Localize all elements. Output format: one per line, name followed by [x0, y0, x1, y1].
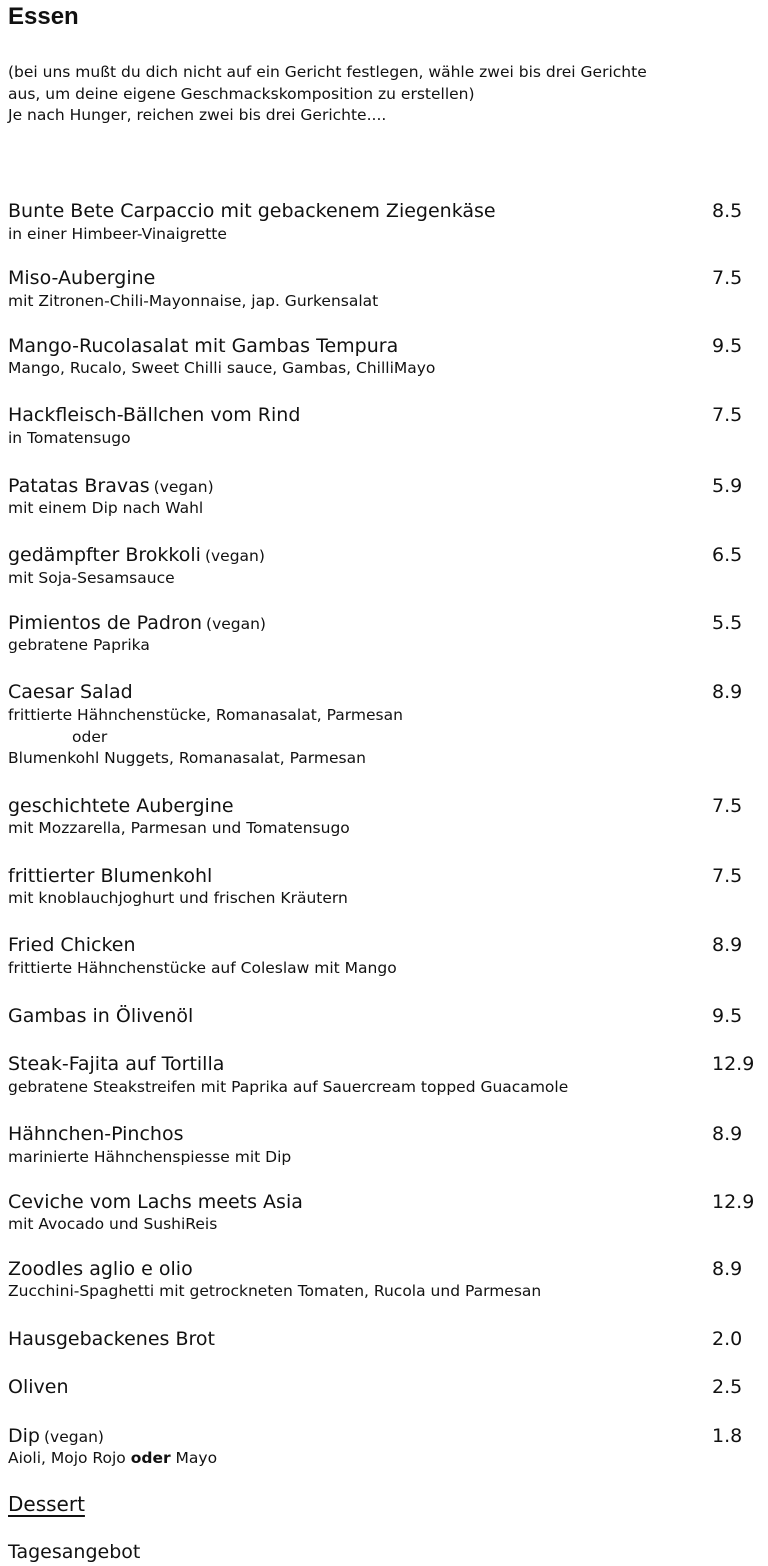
menu-item-price: 12.9 — [712, 1053, 755, 1075]
menu-item-name — [8, 1257, 193, 1281]
menu-item-description: in einer Himbeer-Vinaigrette — [8, 225, 227, 243]
vegan-note: (vegan) — [206, 615, 266, 633]
menu-item-price: 8.9 — [712, 934, 743, 956]
menu-item-description: frittierte Hähnchenstücke, Romanasalat, Parmesan — [8, 706, 403, 724]
menu-item-description: mit Soja-Sesamsauce — [8, 569, 175, 587]
item-name-text: Mango-Rucolasalat mit Gambas Tempura — [8, 335, 399, 357]
menu-item-name — [8, 1122, 183, 1146]
menu-item-name — [8, 334, 398, 358]
menu-item-or: oder — [72, 728, 108, 746]
menu-item-price: 2.0 — [712, 1328, 743, 1350]
menu-item-description: marinierte Hähnchenspiesse mit Dip — [8, 1148, 292, 1166]
menu-item-price: 2.5 — [712, 1376, 743, 1398]
menu-item-price: 7.5 — [712, 795, 743, 817]
item-name-text: Caesar Salad — [8, 681, 133, 703]
item-name-text: geschichtete Aubergine — [8, 795, 234, 817]
menu-item-price: 1.8 — [712, 1425, 743, 1447]
item-name-text: Fried Chicken — [8, 934, 136, 956]
menu-item-description: in Tomatensugo — [8, 429, 131, 447]
menu-item-price: 7.5 — [712, 404, 743, 426]
intro-line-3: Je nach Hunger, reichen zwei bis drei Gerichte.... — [8, 106, 387, 124]
dessert-heading: Dessert — [8, 1492, 85, 1516]
intro-line-2: aus, um deine eigene Geschmackskomposition zu erstellen) — [8, 85, 475, 103]
menu-item-name — [8, 1052, 224, 1076]
menu-item-name — [8, 611, 266, 636]
menu-item-price: 9.5 — [712, 335, 743, 357]
menu-item-price: 7.5 — [712, 865, 743, 887]
vegan-note: (vegan) — [43, 1428, 104, 1446]
item-name-text: Patatas Bravas — [8, 475, 150, 497]
menu-item-price: 6.5 — [712, 544, 743, 566]
menu-item-name — [8, 1004, 193, 1028]
menu-item-description: Mango, Rucalo, Sweet Chilli sauce, Gambas, ChilliMayo — [8, 359, 436, 377]
item-name-text: Hähnchen-Pinchos — [8, 1123, 184, 1145]
menu-item-name — [8, 680, 133, 704]
item-name-text: gedämpfter Brokkoli — [8, 544, 201, 566]
menu-item-price: 7.5 — [712, 267, 743, 289]
menu-item-name — [8, 1327, 215, 1351]
menu-item-description: Zucchini-Spaghetti mit getrockneten Tomaten, Rucola und Parmesan — [8, 1282, 542, 1300]
menu-item-price: 8.9 — [712, 1123, 743, 1145]
desc-part: Aioli, Mojo Rojo — [8, 1449, 131, 1467]
desc-part: Mayo — [170, 1449, 218, 1467]
menu-item-price: 8.9 — [712, 1258, 743, 1280]
vegan-note: (vegan) — [153, 478, 214, 496]
menu-item-price: 5.9 — [712, 475, 743, 497]
menu-item-name — [8, 794, 234, 818]
page-title: Essen — [8, 3, 79, 30]
menu-item-name — [8, 1424, 104, 1449]
intro-line-1: (bei uns mußt du dich nicht auf ein Gericht festlegen, wähle zwei bis drei Gerichte — [8, 63, 647, 81]
menu-item-description: mit Zitronen-Chili-Mayonnaise, jap. Gurkensalat — [8, 292, 379, 310]
menu-item-price: 12.9 — [712, 1191, 755, 1213]
menu-item-name — [8, 199, 496, 223]
menu-item-name — [8, 933, 136, 957]
item-name-text: Zoodles aglio e olio — [8, 1258, 193, 1280]
item-name-text: Miso-Aubergine — [8, 267, 156, 289]
item-name-text: Steak-Fajita auf Tortilla — [8, 1053, 225, 1075]
menu-item-description: mit Mozzarella, Parmesan und Tomatensugo — [8, 819, 350, 837]
menu-item-name — [8, 543, 265, 568]
item-name-text: Bunte Bete Carpaccio mit gebackenem Ziegenkäse — [8, 200, 496, 222]
menu-item-name — [8, 1190, 303, 1214]
menu-item-price: 8.9 — [712, 681, 743, 703]
menu-item-description-alt: Blumenkohl Nuggets, Romanasalat, Parmesan — [8, 749, 366, 767]
menu-item-name — [8, 1375, 69, 1399]
menu-item-name — [8, 864, 212, 888]
menu-item-description: mit knoblauchjoghurt und frischen Kräutern — [8, 889, 348, 907]
menu-item-description: frittierte Hähnchenstücke auf Coleslaw mit Mango — [8, 959, 397, 977]
item-name-text: Hackfleisch-Bällchen vom Rind — [8, 404, 301, 426]
menu-item-name — [8, 403, 300, 427]
item-name-text: Ceviche vom Lachs meets Asia — [8, 1191, 303, 1213]
menu-item-name — [8, 266, 155, 290]
menu-item-description: mit Avocado und SushiReis — [8, 1215, 218, 1233]
menu-item-description: gebratene Steakstreifen mit Paprika auf Sauercream topped Guacamole — [8, 1078, 569, 1096]
menu-item-price: 8.5 — [712, 200, 743, 222]
item-name-text: Gambas in Ölivenöl — [8, 1005, 194, 1027]
item-name-text: Hausgebackenes Brot — [8, 1328, 215, 1350]
desc-part-bold: oder — [130, 1449, 171, 1467]
menu-item-price: 5.5 — [712, 612, 743, 634]
vegan-note: (vegan) — [204, 547, 265, 565]
item-name-text: Dip — [8, 1425, 40, 1447]
item-name-text: frittierter Blumenkohl — [8, 865, 213, 887]
menu-item-name — [8, 474, 214, 499]
menu-item-description — [8, 1448, 217, 1469]
dessert-line: Tagesangebot — [8, 1541, 141, 1563]
item-name-text: Oliven — [8, 1376, 69, 1398]
menu-item-price: 9.5 — [712, 1005, 743, 1027]
menu-item-description: mit einem Dip nach Wahl — [8, 499, 204, 517]
item-name-text: Pimientos de Padron — [8, 612, 203, 634]
menu-item-description: gebratene Paprika — [8, 636, 150, 654]
